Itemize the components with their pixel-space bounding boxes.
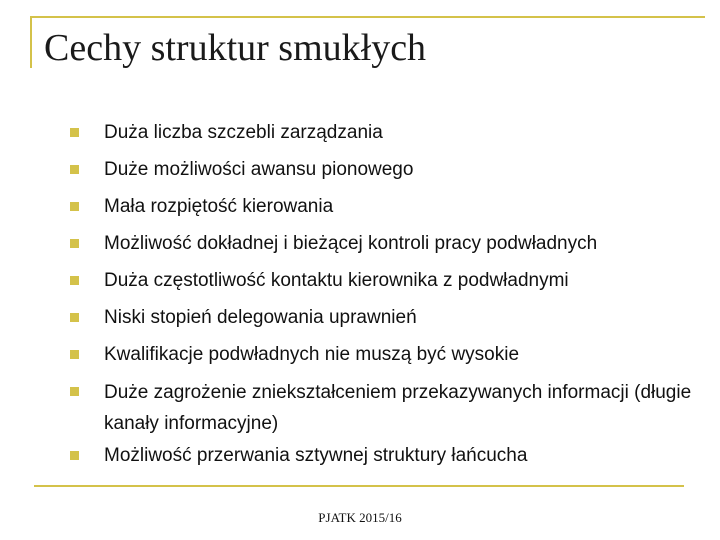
bullet-text: Kwalifikacje podwładnych nie muszą być wysokie (104, 344, 520, 365)
bullet-text: Możliwość przerwania sztywnej struktury łańcucha (104, 445, 528, 466)
square-bullet-icon (70, 313, 79, 322)
square-bullet-icon (70, 202, 79, 211)
slide-title: Cechy struktur smukłych (44, 27, 427, 69)
bullet-text: Duże możliwości awansu pionowego (104, 159, 414, 180)
bullet-text: Mała rozpiętość kierowania (104, 196, 334, 217)
square-bullet-icon (70, 239, 79, 248)
bullet-text: Duże zagrożenie zniekształceniem przekazywanych informacji (długie kanały informacyjne) (104, 382, 692, 434)
square-bullet-icon (70, 350, 79, 359)
square-bullet-icon (70, 165, 79, 174)
footer-text: PJATK 2015/16 (318, 510, 402, 525)
square-bullet-icon (70, 128, 79, 137)
square-bullet-icon (70, 276, 79, 285)
square-bullet-icon (70, 451, 79, 460)
bullet-text: Niski stopień delegowania uprawnień (104, 307, 417, 328)
bullet-text: Duża częstotliwość kontaktu kierownika z podwładnymi (104, 270, 569, 291)
square-bullet-icon (70, 387, 79, 396)
bullet-text: Możliwość dokładnej i bieżącej kontroli pracy podwładnych (104, 233, 598, 254)
footer-divider (34, 485, 684, 487)
bullet-text: Duża liczba szczebli zarządzania (104, 122, 383, 143)
